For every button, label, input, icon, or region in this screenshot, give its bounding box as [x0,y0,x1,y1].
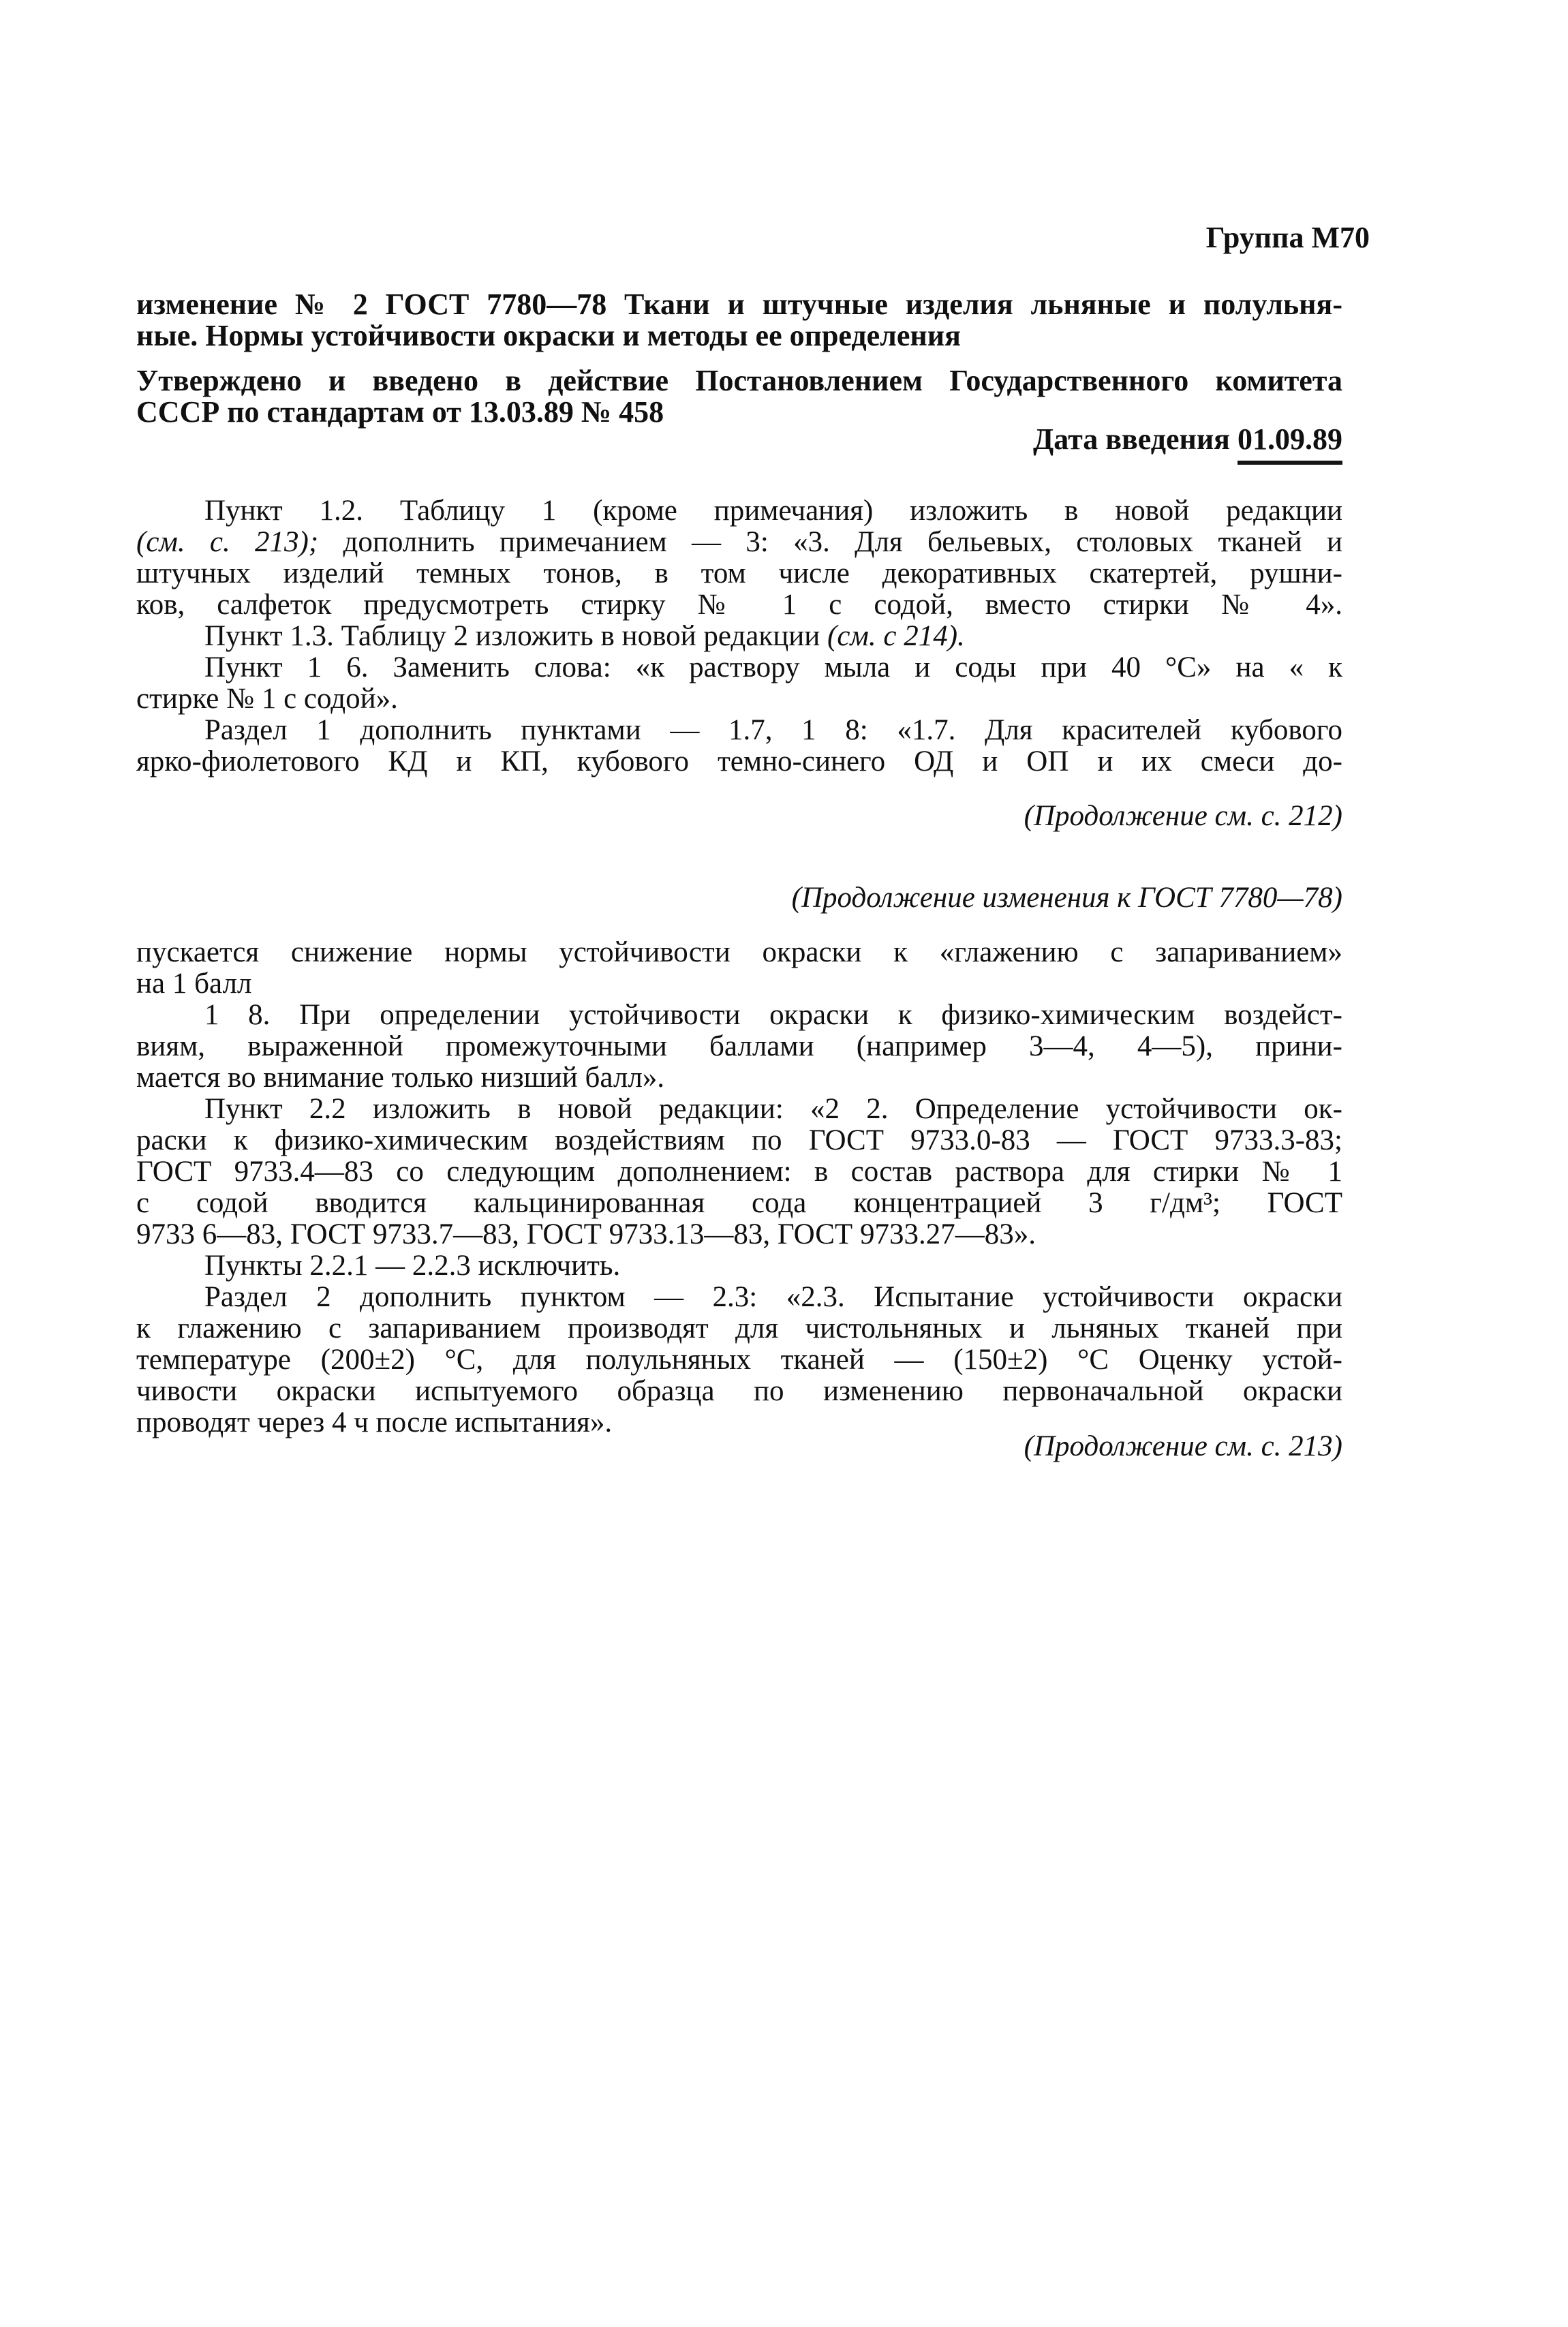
s1-line-6: Пункт 1 6. Заменить слова: «к раствору мыла и соды при 40 °С» на « к [204,651,1342,683]
continuation-note-212: (Продолжение см. с. 212) [1024,800,1342,832]
s2-line-5: мается во внимание только низший балл». [136,1062,665,1094]
s2-line-1: пускается снижение нормы устойчивости окраски к «глажению с запариванием» [136,936,1342,968]
s1-line-4: ков, салфеток предусмотреть стирку № 1 с содой, вместо стирки № 4». [136,589,1342,621]
approval-line-2: СССР по стандартам от 13.03.89 № 458 [136,395,664,429]
date-line [136,424,1342,455]
s1-line-7: стирке № 1 с содой». [136,683,398,715]
s2-line-3: 1 8. При определении устойчивости окраски к физико-химическим воздейст- [204,999,1342,1031]
group-code: Группа М70 [1205,221,1370,254]
section-2 [136,937,1342,1438]
s2-line-16: проводят через 4 ч после испытания». [136,1406,613,1438]
approval-line-1: Утверждено и введено в действие Постановлением Государственного комитета [136,364,1342,397]
s2-line-4: виям, выраженной промежуточными баллами (например 3—4, 4—5), прини- [136,1030,1342,1062]
title-line-2: ные. Нормы устойчивости окраски и методы ее определения [136,319,961,352]
continuation-note-213: (Продолжение см. с. 213) [1024,1430,1342,1462]
s2-line-13: к глажению с запариванием производят для чистольняных и льняных тканей при [136,1312,1342,1344]
s1-line-2 [136,527,1342,558]
title-line-1: изменение № 2 ГОСТ 7780—78 Ткани и штучные изделия льняные и полульня- [136,288,1342,321]
section-1 [136,495,1342,777]
s2-line-14: температуре (200±2) °С, для полульняных тканей — (150±2) °С Оценку устой- [136,1344,1342,1376]
s1-line-1: Пункт 1.2. Таблицу 1 (кроме примечания) изложить в новой редакции [204,495,1342,527]
s1-line-5-ref: (см. с 214). [827,620,965,652]
s2-line-8: ГОСТ 9733.4—83 со следующим дополнением: в состав раствора для стирки № 1 [136,1156,1342,1188]
s2-line-12: Раздел 2 дополнить пунктом — 2.3: «2.3. Испытание устойчивости окраски [204,1281,1342,1313]
s2-line-15: чивости окраски испытуемого образца по изменению первоначальной окраски [136,1375,1342,1407]
date-value: 01.09.89 [1238,422,1342,465]
s2-line-9: с содой вводится кальцинированная сода концентрацией 3 г/дм³; ГОСТ [136,1187,1342,1219]
s2-line-7: раски к физико-химическим воздействиям по ГОСТ 9733.0-83 — ГОСТ 9733.3-83; [136,1124,1342,1156]
s1-line-5 [136,621,1342,652]
s1-line-2-text: дополнить примечанием — 3: «3. Для бельевых, столовых тканей и [318,526,1342,558]
s1-line-2-ref: (см. с. 213); [136,526,319,558]
continuation-header: (Продолжение изменения к ГОСТ 7780—78) [791,882,1342,914]
s1-line-5-text: Пункт 1.3. Таблицу 2 изложить в новой редакции [204,620,828,652]
document-title [136,289,1342,352]
s2-line-11: Пункты 2.2.1 — 2.2.3 исключить. [204,1250,621,1282]
s1-line-3: штучных изделий темных тонов, в том числе декоративных скатертей, рушни- [136,557,1342,589]
s2-line-10: 9733 6—83, ГОСТ 9733.7—83, ГОСТ 9733.13—83, ГОСТ 9733.27—83». [136,1218,1036,1250]
s1-line-8: Раздел 1 дополнить пунктами — 1.7, 1 8: «1.7. Для красителей кубового [204,714,1342,746]
s2-line-2: на 1 балл [136,968,252,1000]
s1-line-9: ярко-фиолетового КД и КП, кубового темно-синего ОД и ОП и их смеси до- [136,745,1342,777]
s2-line-6: Пункт 2.2 изложить в новой редакции: «2 2. Определение устойчивости ок- [204,1093,1342,1125]
date-label: Дата введения [1032,422,1238,456]
approval-statement [136,365,1342,428]
